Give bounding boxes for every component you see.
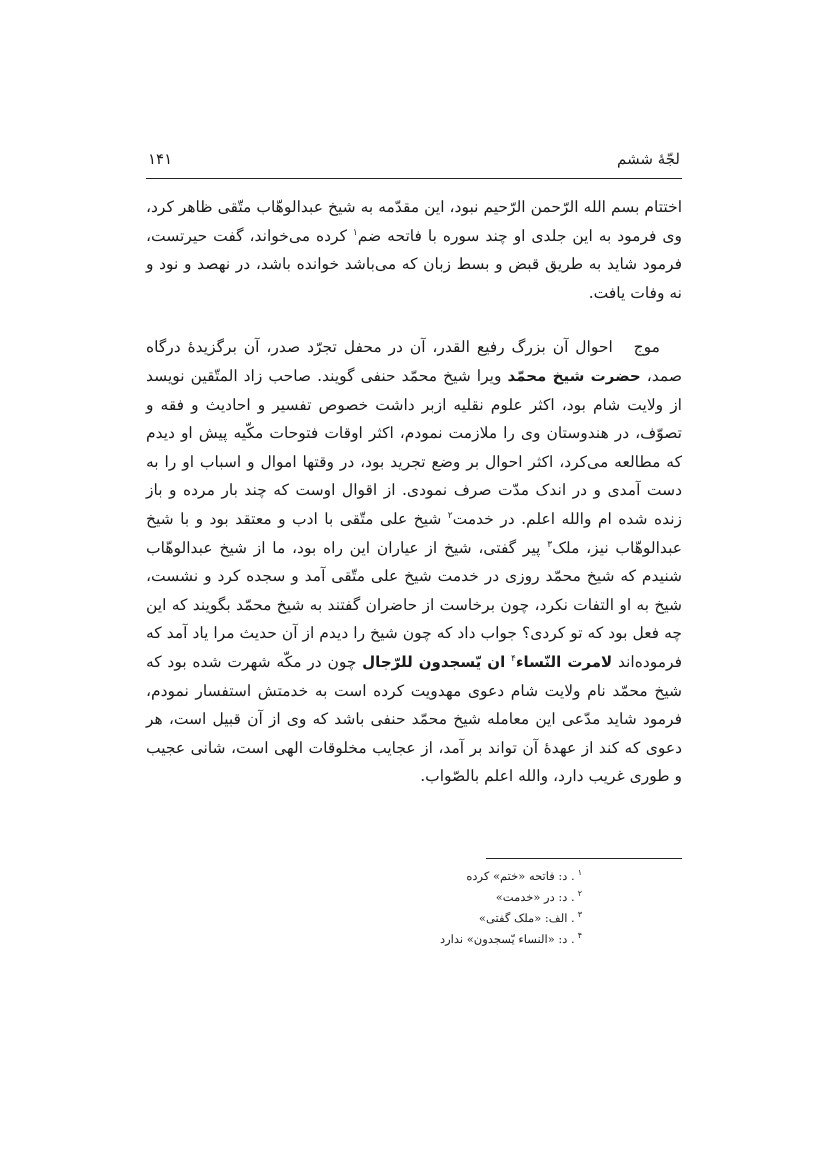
footnote-ref-2[interactable]: ۲ bbox=[447, 510, 453, 521]
para1-line-1: اختتام بسم الله الرّحمن الرّحیم نبود، این مقدّمه به شیخ عبدالوهّاب متّقی ظاهر کرد، bbox=[146, 198, 682, 216]
para1-line-2: وی فرمود به این جلدی او چند سوره با فاتحه ضم bbox=[357, 226, 682, 245]
footnote-2 bbox=[400, 887, 582, 908]
footnotes bbox=[400, 866, 582, 950]
footnote-4 bbox=[400, 929, 582, 950]
bold-quote-2: ان یّسجدون للرّجال bbox=[362, 652, 506, 671]
para1-line-4: و نه وفات یافت. bbox=[146, 255, 682, 302]
para1-line-3: فرمود شاید به طریق قبض و بسط زبان که می‌باشد خوانده باشد، در نهصد و نود bbox=[159, 255, 682, 274]
page-number: ۱۴۱ bbox=[148, 150, 173, 168]
page-content bbox=[146, 150, 682, 791]
footnote-2-text: . د: در «خدمت» bbox=[495, 890, 575, 904]
paragraph-1 bbox=[146, 193, 682, 307]
bold-quote-1: لامرت النّساء bbox=[515, 652, 613, 671]
footnote-1-number: ۱ bbox=[577, 868, 582, 878]
chapter-title: لجّهٔ ششم bbox=[617, 150, 680, 168]
para2-segment-3: شیخ علی متّقی با ادب و معتقد بود و با شیخ عبدالوهّاب نیز، ملک bbox=[146, 509, 682, 557]
para2-segment-5: چون در مکّه شهرت شده بود که شیخ محمّد نام ولایت شام دعوی مهدویت کرده است به خدمتش استفسار نمودم، فرمود شاید مدّعی این معامله شیخ محمّد حنفی باشد که وی از آن قبیل است، هر دعوی که کند از عهدهٔ آن تواند بر آمد، از عجایب مخلوقات الهی است، شانی عجیب و طوری غریب دارد، والله اعلم بالصّواب. bbox=[146, 652, 682, 786]
bold-name-sheikh-muhammad: حضرت شیخ محمّد bbox=[507, 366, 641, 385]
para1-line-2b: کرده می‌خواند، گفت حیرتست، bbox=[146, 226, 347, 245]
footnote-ref-3[interactable]: ۳ bbox=[547, 539, 553, 550]
para2-segment-4: پیر گفتی، شیخ از عیاران این راه بود، ما از شیخ عبدالوهّاب شنیدم که شیخ محمّد روزی در خدمت شیخ علی متّقی آمد و سجده کرد و نشست، شیخ به او التفات نکرد، چون برخاست از حاضران گفتند به شیخ محمّد بگویند که این چه فعل بود که تو کردی؟ جواب داد که چون شیخ را دیدم از آن حدیث مرا یاد آمد که فرموده‌اند bbox=[146, 538, 682, 671]
footnote-separator bbox=[486, 858, 682, 859]
footnote-3-number: ۳ bbox=[577, 910, 582, 920]
footnote-3 bbox=[400, 908, 582, 929]
header-rule bbox=[146, 178, 682, 179]
para2-segment-2: ویرا شیخ محمّد حنفی گویند. صاحب زاد المتّقین نویسد از ولایت شام بود، اکثر علوم نقلیه ازبر داشت خصوص تفسیر و احادیث و فقه و تصوّف، در هندوستان وی را ملازمت نمودم، اکثر اوقات فتوحات مکّیه پیش او دیدم که مطالعه می‌کرد، اکثر احوال بر وضع تجرید بود، در وقتها اموال و اسباب او را به دست آمدی و در اندک مدّت صرف نمودی. از اقوال اوست که چند بار مرده و باز زنده شده ام والله اعلم. در خدمت bbox=[146, 366, 683, 528]
footnote-2-number: ۲ bbox=[577, 889, 582, 899]
running-header bbox=[146, 150, 682, 176]
footnote-4-number: ۴ bbox=[577, 931, 582, 941]
paragraph-2 bbox=[146, 333, 682, 791]
footnote-4-text: . د: «النساء یّسجدون» ندارد bbox=[439, 932, 575, 946]
footnote-ref-1[interactable]: ۱ bbox=[352, 227, 358, 238]
para2-segment-1: احوال آن بزرگ رفیع القدر، آن در محفل تجرّد صدر، آن برگزیدهٔ درگاه صمد، bbox=[146, 338, 682, 385]
footnote-3-text: . الف: «ملک گفتی» bbox=[478, 911, 575, 925]
mawj-label: موج bbox=[633, 338, 660, 357]
footnote-ref-4[interactable]: ۴ bbox=[510, 653, 516, 664]
footnote-1-text: . د: فاتحه «ختم» کرده bbox=[466, 869, 575, 883]
footnote-1 bbox=[400, 866, 582, 887]
